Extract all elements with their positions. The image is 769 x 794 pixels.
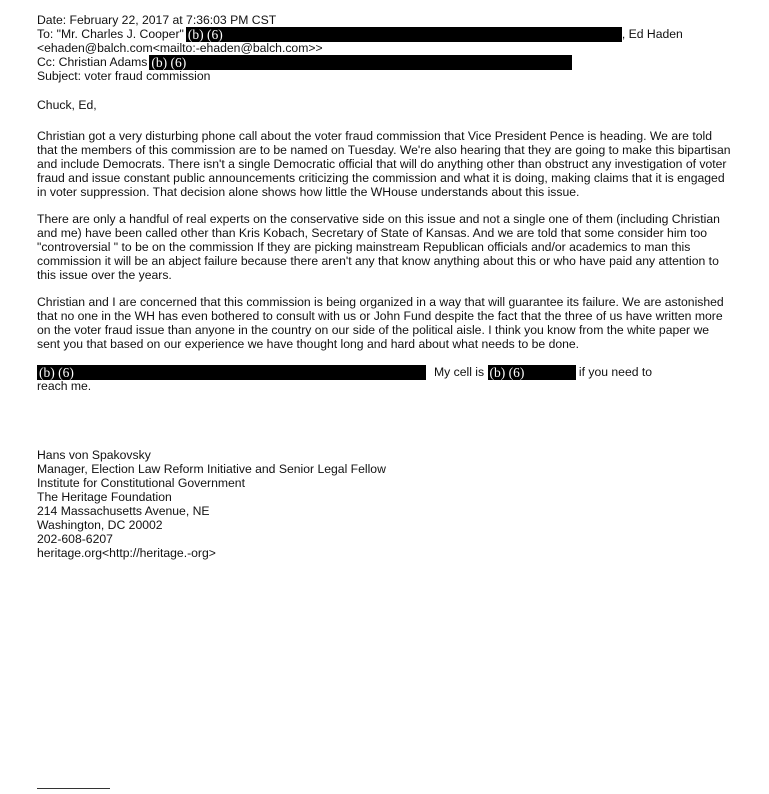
greeting: Chuck, Ed,: [37, 98, 97, 112]
email-document: [37, 13, 737, 560]
cell-line: [37, 365, 737, 379]
paragraph-2: There are only a handful of real experts on the conservative side on this issue and not a single one of them (including Christian and me) have been called other than Kris Kobach, Secretary of State of Kansas. And we are told that some consider him too "controversial " to be on the commission If they are picking mainstream Republican officials and/or academics to man this commission it will be an abject failure because there aren't any that know anything about this or who have paid any attention to this issue over the years.: [37, 212, 720, 282]
cell-prefix: My cell is: [434, 365, 485, 379]
redaction-block: (b) (6): [488, 365, 576, 380]
cc-prefix: Cc: Christian Adams: [37, 55, 148, 69]
signature-phone: 202-608-6207: [37, 532, 113, 546]
paragraph-1: Christian got a very disturbing phone call about the voter fraud commission that Vice President Pence is heading. We are told that the members of this commission are to be named on Tuesday. We're also hearing that they are going to make this bipartisan and include Democrats. There isn't a single Democratic official that will do anything other than obstruct any investigation of voter fraud and issue constant public announcements criticizing the commission and what it is doing, making claims that it is engaged in voter suppression. That decision alone shows how little the WHouse understands about this issue.: [37, 129, 731, 199]
to-line: [37, 27, 737, 41]
cell-suffix: if you need to: [578, 365, 653, 379]
paragraph-3: Christian and I are concerned that this commission is being organized in a way that will guarantee its failure. We are astonished that no one in the WH has even bothered to consult with us or John Fund despite the fact that the three of us have written more on the voter fraud issue than anyone in the country on our side of the political aisle. I think you know from the white paper we sent you that based on our experience we have thought long and hard about what needs to be done.: [37, 295, 724, 351]
signature-title: Manager, Election Law Reform Initiative and Senior Legal Fellow: [37, 462, 386, 476]
subject-line: Subject: voter fraud commission: [37, 69, 211, 83]
to-line-2: <ehaden@balch.com<mailto:-ehaden@balch.com>>: [37, 41, 323, 55]
footer-divider: [37, 788, 110, 789]
contact-block: [37, 365, 737, 393]
cell-line-2: reach me.: [37, 379, 92, 393]
signature-street: 214 Massachusetts Avenue, NE: [37, 504, 210, 518]
signature-city: Washington, DC 20002: [37, 518, 163, 532]
to-suffix: , Ed Haden: [621, 27, 683, 41]
signature-name: Hans von Spakovsky: [37, 448, 151, 462]
cc-line: [37, 55, 737, 69]
email-header: [37, 13, 737, 83]
signature-block: [37, 448, 737, 560]
signature-institute: Institute for Constitutional Government: [37, 476, 245, 490]
redaction-block: (b) (6): [37, 365, 426, 380]
signature-org: The Heritage Foundation: [37, 490, 172, 504]
redaction-block: (b) (6): [149, 55, 572, 70]
date-line: Date: February 22, 2017 at 7:36:03 PM CST: [37, 13, 277, 27]
redaction-block: (b) (6): [186, 27, 622, 42]
signature-web: heritage.org<http://heritage.-org>: [37, 546, 216, 560]
to-prefix: To: "Mr. Charles J. Cooper": [37, 27, 184, 41]
